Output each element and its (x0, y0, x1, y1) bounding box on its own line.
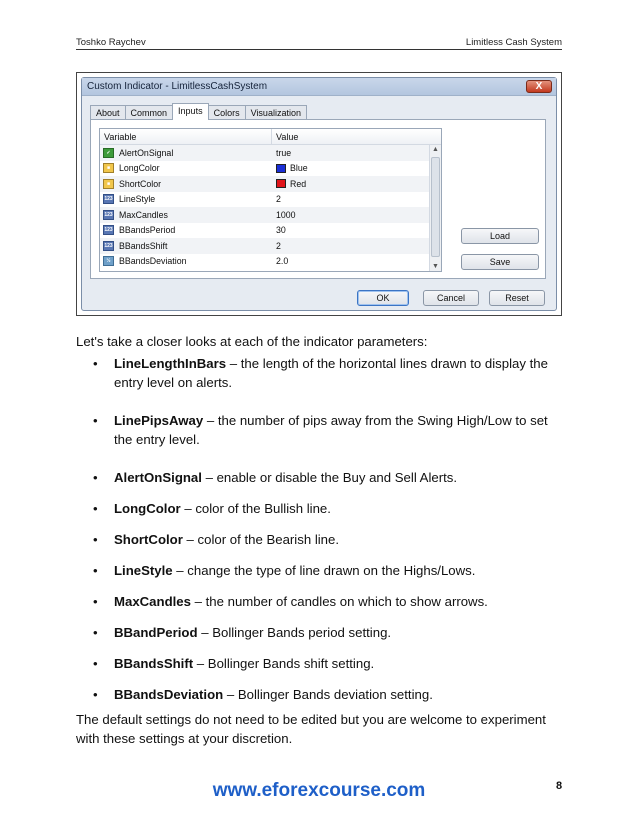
parameter-description: – the number of pips away from the Swing High/Low to set the entry level. (114, 413, 548, 447)
variable-cell (100, 225, 272, 235)
variable-cell (100, 148, 272, 158)
tab-common[interactable]: Common (125, 105, 174, 120)
ok-button[interactable]: OK (357, 290, 409, 306)
parameter-item (93, 530, 553, 549)
variable-name: BBandsShift (119, 240, 168, 251)
tab-inputs[interactable]: Inputs (172, 103, 209, 120)
inputs-panel (90, 119, 546, 279)
grid-row[interactable] (100, 161, 441, 177)
parameter-description: – Bollinger Bands period setting. (197, 625, 392, 640)
variable-value: true (276, 147, 292, 158)
intro-paragraph: Let's take a closer looks at each of the indicator parameters: (76, 334, 428, 349)
window-titlebar (82, 78, 556, 96)
author-name: Toshko Raychev (76, 37, 146, 48)
parameter-item (93, 561, 553, 580)
reset-button[interactable]: Reset (489, 290, 545, 306)
color-type-icon: ■ (103, 179, 114, 189)
value-cell[interactable] (272, 179, 306, 189)
variable-name: AlertOnSignal (119, 147, 174, 158)
value-cell[interactable] (272, 241, 281, 251)
parameter-name: LineStyle (114, 563, 173, 578)
parameter-description: – Bollinger Bands shift setting. (193, 656, 375, 671)
page-header (76, 36, 562, 50)
tab-colors[interactable]: Colors (208, 105, 246, 120)
parameter-name: BBandPeriod (114, 625, 198, 640)
variable-value: Blue (290, 163, 308, 174)
parameter-description: – change the type of line drawn on the Highs/Lows. (172, 563, 476, 578)
tab-strip (90, 104, 306, 120)
value-cell[interactable] (272, 225, 286, 235)
variable-cell (100, 179, 272, 189)
parameter-item (93, 411, 553, 449)
variable-cell (100, 163, 272, 173)
variable-name: ShortColor (119, 178, 162, 189)
variable-name: LineStyle (119, 194, 156, 205)
variable-value: 2 (276, 194, 281, 205)
variable-name: MaxCandles (119, 209, 168, 220)
indicator-dialog-screenshot (76, 72, 562, 316)
parameter-item (93, 468, 553, 487)
grid-row[interactable] (100, 207, 441, 223)
variable-value: 2.0 (276, 256, 289, 267)
grid-row[interactable] (100, 238, 441, 254)
color-type-icon: ■ (103, 163, 114, 173)
closing-paragraph: The default settings do not need to be edited but you are welcome to experiment with these settings at your discretion. (76, 712, 546, 746)
parameter-description: – Bollinger Bands deviation setting. (223, 687, 433, 702)
scroll-up-icon[interactable]: ▲ (432, 146, 439, 153)
bool-type-icon: ✓ (103, 148, 114, 158)
parameter-item (93, 499, 553, 518)
grid-row[interactable] (100, 176, 441, 192)
variable-cell (100, 194, 272, 204)
grid-row[interactable] (100, 192, 441, 208)
value-cell[interactable] (272, 148, 291, 158)
color-swatch (276, 179, 286, 188)
tab-about[interactable]: About (90, 105, 126, 120)
value-cell[interactable] (272, 210, 296, 220)
close-button[interactable]: X (526, 80, 552, 93)
grid-row[interactable] (100, 145, 441, 161)
footer-website-link[interactable]: www.eforexcourse.com (212, 780, 426, 801)
parameter-description: – color of the Bearish line. (182, 532, 340, 547)
parameter-name: MaxCandles (114, 594, 191, 609)
parameter-description: – enable or disable the Buy and Sell Alerts. (201, 470, 458, 485)
scroll-thumb[interactable] (431, 157, 440, 257)
int-type-icon: 123 (104, 211, 113, 218)
variable-value: 2 (276, 240, 281, 251)
column-variable: Variable (100, 129, 272, 144)
parameter-name: BBandsShift (114, 656, 194, 671)
int-type-icon: 123 (104, 227, 113, 234)
parameter-item (93, 592, 553, 611)
int-type-icon: 123 (104, 196, 113, 203)
parameter-item (93, 685, 553, 704)
value-cell[interactable] (272, 194, 281, 204)
document-title: Limitless Cash System (465, 37, 562, 48)
column-value: Value (276, 132, 299, 142)
parameter-name: LinePipsAway (114, 413, 204, 428)
variable-name: BBandsDeviation (119, 256, 187, 267)
parameter-description: – color of the Bullish line. (180, 501, 331, 516)
variable-value: 30 (276, 225, 286, 236)
grid-row[interactable] (100, 254, 441, 270)
load-button[interactable]: Load (461, 228, 539, 244)
parameter-item (93, 654, 553, 673)
int-type-icon: 123 (104, 242, 113, 249)
value-cell[interactable] (272, 163, 308, 173)
variable-name: LongColor (119, 163, 160, 174)
parameter-description: – the number of candles on which to show arrows. (190, 594, 488, 609)
variable-cell (100, 210, 272, 220)
tab-visualization[interactable]: Visualization (245, 105, 307, 120)
parameter-name: LongColor (114, 501, 181, 516)
custom-indicator-window (81, 77, 557, 311)
dbl-type-icon: ½ (103, 256, 114, 266)
page-number: 8 (556, 780, 563, 792)
variable-value: Red (290, 178, 307, 189)
grid-header (100, 129, 441, 145)
variable-name: BBandsPeriod (119, 225, 176, 236)
parameter-name: AlertOnSignal (114, 470, 202, 485)
parameter-name: ShortColor (114, 532, 183, 547)
grid-scrollbar[interactable] (429, 145, 441, 271)
color-swatch (276, 164, 286, 173)
window-title: Custom Indicator - LimitlessCashSystem (87, 81, 268, 92)
variable-cell (100, 241, 272, 251)
parameter-list (93, 354, 553, 704)
grid-rows (100, 145, 441, 269)
inputs-grid (99, 128, 442, 272)
grid-row[interactable] (100, 223, 441, 239)
parameter-item (93, 354, 553, 392)
save-button[interactable]: Save (461, 254, 539, 270)
parameter-description: – the length of the horizontal lines drawn to display the entry level on alerts. (114, 356, 548, 390)
scroll-down-icon[interactable]: ▼ (432, 263, 439, 270)
cancel-button[interactable]: Cancel (423, 290, 479, 306)
variable-cell (100, 256, 272, 266)
parameter-name: LineLengthInBars (114, 356, 227, 371)
parameter-item (93, 623, 553, 642)
variable-value: 1000 (276, 209, 296, 220)
parameter-name: BBandsDeviation (114, 687, 224, 702)
value-cell[interactable] (272, 256, 288, 266)
